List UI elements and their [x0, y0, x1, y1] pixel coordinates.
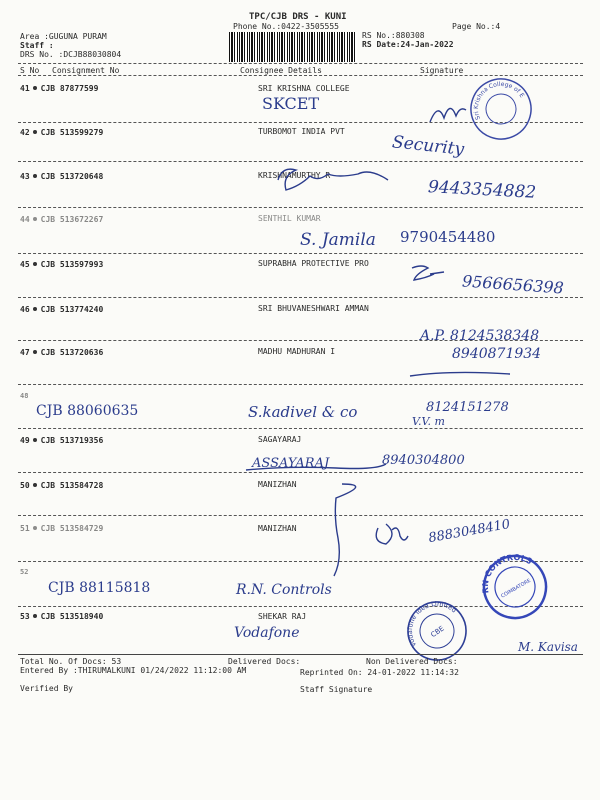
- vodafone-stamp-text: Vodafone Idea Limited: [405, 599, 459, 649]
- row-sno: 52: [20, 568, 29, 576]
- row-consignee: SRI BHUVANESHWARI AMMAN: [258, 304, 369, 313]
- row-consignment: CJB 513597993: [40, 260, 104, 269]
- handwritten-consignee: R.N. Controls: [236, 582, 332, 598]
- row-consignment: CJB 513599279: [40, 128, 104, 137]
- handwritten-phone: 9566656398: [461, 271, 565, 298]
- row-sno: 45: [20, 260, 30, 269]
- row-consignee: SHEKAR RAJ: [258, 612, 307, 621]
- rn-stamp-city: COIMBATORE: [500, 577, 532, 600]
- rs-date: RS Date:24-Jan-2022: [362, 40, 454, 49]
- skcet-stamp-text: Sri Krishna College of Engineering: [472, 80, 526, 121]
- row-consignee: SUPRABHA PROTECTIVE PRO: [258, 259, 369, 268]
- verified-by: Verified By: [20, 684, 73, 693]
- row-consignment: CJB 513719356: [40, 436, 104, 445]
- row-consignment: CJB 513584729: [40, 524, 104, 533]
- row-consignee: TURBOMOT INDIA PVT: [258, 127, 345, 136]
- rn-stamp-text: RN CONTROLS: [480, 552, 534, 594]
- handwritten-signature: Vodafone: [234, 625, 300, 641]
- page-number: Page No.:4: [452, 22, 501, 31]
- row-consignment: CJB 513584728: [40, 481, 104, 490]
- row-consignee: MANIZHAN: [258, 480, 297, 489]
- handwritten-consignee: S.kadivel & co: [248, 403, 358, 421]
- row-sno: 46: [20, 305, 30, 314]
- reprinted-on: Reprinted On: 24-01-2022 11:14:32: [300, 668, 459, 677]
- row-sno: 51: [20, 524, 30, 533]
- area-label: Area :GUGUNA PURAM: [20, 32, 107, 41]
- entered-by: Entered By :THIRUMALKUNI 01/24/2022 11:12:00 AM: [20, 666, 247, 675]
- row-consignee: SRI KRISHNA COLLEGE: [258, 84, 350, 93]
- row-sno: 44: [20, 215, 30, 224]
- row-consignment: CJB 513720648: [40, 172, 104, 181]
- phone-number: Phone No.:0422-3505555: [233, 22, 339, 31]
- handwritten-phone: 8940304800: [382, 453, 465, 468]
- row-consignee: SAGAYARAJ: [258, 435, 302, 444]
- row-consignee: SENTHIL KUMAR: [258, 214, 321, 223]
- handwritten-consignment: CJB 88060635: [36, 403, 139, 419]
- handwritten-signature-2: M. Kavisa: [518, 640, 578, 654]
- row-sno: 42: [20, 128, 30, 137]
- rn-controls-stamp: [480, 552, 550, 622]
- vodafone-stamp-city: CBE: [429, 624, 446, 640]
- handwritten-signature: Security: [391, 132, 466, 160]
- rs-number: RS No.:880308: [362, 31, 425, 40]
- row-sno: 48: [20, 392, 29, 400]
- row-sno: 43: [20, 172, 30, 181]
- handwritten-signature: SKCET: [262, 94, 320, 113]
- row-sno: 47: [20, 348, 30, 357]
- drs-number: DRS No. :DCJB88030804: [20, 50, 122, 59]
- handwritten-signature: V.V. m: [412, 415, 445, 428]
- row-consignee: KRISHNAMURTHY R: [258, 171, 331, 180]
- skcet-stamp: [466, 74, 536, 144]
- handwritten-phone-2: 8940871934: [452, 346, 542, 362]
- col-sno: S No: [20, 66, 40, 75]
- svg-text:Sri Krishna College of Enginee: [466, 74, 526, 125]
- row-consignee: MANIZHAN: [258, 524, 297, 533]
- staff-label: Staff :: [20, 41, 54, 50]
- handwritten-phone: A.P. 8124538348: [420, 328, 540, 344]
- row-sno: 49: [20, 436, 30, 445]
- handwritten-phone: 8124151278: [426, 400, 509, 415]
- staff-signature: Staff Signature: [300, 685, 373, 694]
- row-consignment: CJB 513774240: [40, 305, 104, 314]
- row-sno: 41: [20, 84, 30, 93]
- handwritten-phone: 9443354882: [427, 177, 537, 203]
- footer-rule: [18, 654, 583, 655]
- row-sno: 50: [20, 481, 30, 490]
- handwritten-phone: 8883048410: [427, 516, 512, 547]
- row-consignment: CJB 513720636: [40, 348, 104, 357]
- row-consignment: CJB 87877599: [40, 84, 99, 93]
- svg-text:Vodafone Idea Limited: [404, 598, 462, 649]
- handwritten-consignment: CJB 88115818: [48, 580, 151, 596]
- non-delivered-docs: Non Delivered Docs:: [366, 657, 458, 666]
- row-consignment: CJB 513672267: [40, 215, 104, 224]
- row-consignment: CJB 513518940: [40, 612, 104, 621]
- handwritten-signature: S. Jamila: [300, 230, 376, 250]
- row-sno: 53: [20, 612, 30, 621]
- handwritten-signature: ASSAYARAJ: [252, 456, 330, 471]
- row-consignee: MADHU MADHURAN I: [258, 347, 336, 356]
- document-title: TPC/CJB DRS - KUNI: [249, 12, 347, 22]
- col-signature: Signature: [420, 66, 464, 75]
- total-docs: Total No. Of Docs: 53: [20, 657, 122, 666]
- handwritten-phone: 9790454480: [400, 228, 496, 246]
- col-consignment: Consignment No: [52, 66, 120, 75]
- delivered-docs: Delivered Docs:: [228, 657, 301, 666]
- col-consignee: Consignee Details: [240, 66, 322, 75]
